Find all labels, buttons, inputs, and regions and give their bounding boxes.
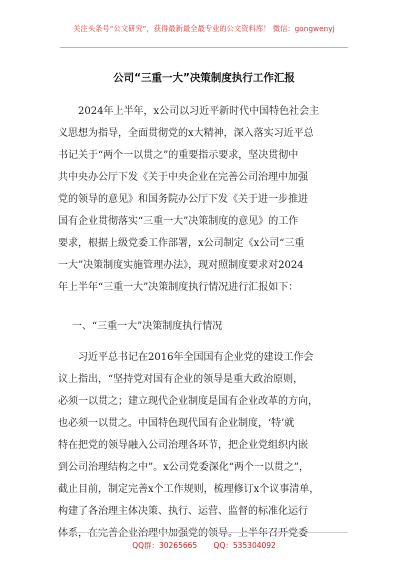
paragraph-section1 [58,347,352,545]
paragraph-line: 特在把党的领导融入公司治理各环节，把企业党组织内嵌 [58,440,308,451]
header-banner: 关注头条号“公文研究”，获得最新最全最专业的公文资料库！ 微信：gongwenyj [73,24,335,33]
paragraph-line: 习近平总书记在2016年全国国有企业党的建设工作会 [58,352,314,363]
paragraph-line: 国有企业贯彻落实“三重一大”决策制度的意见》的工作 [58,216,299,227]
paragraph-line: 要求，根据上级党委工作部署，x公司制定《x公司“三重 [58,238,305,249]
paragraph-intro [58,101,352,299]
paragraph-line: 义思想为指导，全面贯彻党的x大精神，深入落实习近平总 [58,128,314,139]
paragraph-line: 2024年上半年，x公司以习近平新时代中国特色社会主 [58,106,320,117]
paragraph-line: 书记关于“两个一以贯之”的重要指示要求，坚决贯彻中 [58,150,299,161]
paragraph-line: 体系，在完善企业治理中加强党的领导。上半年召开党委 [58,528,308,539]
section-heading: 一、“三重一大”决策制度执行情况 [72,321,223,332]
footer-divider [60,532,348,533]
footer-contact: QQ群：30265665 QQ：535304092 [132,541,276,550]
paragraph-line: 截止目前，制定完善x个工作规则，梳理修订x个议事清单， [58,484,320,495]
paragraph-line: 构建了各治理主体决策、执行、运营、监督的标准化运行 [58,506,308,517]
paragraph-line: 议上指出，“坚持党对国有企业的领导是重大政治原则， [58,374,304,385]
paragraph-line: 必须一以贯之；建立现代企业制度是国有企业改革的方向， [58,396,318,407]
paragraph-line: 也必须一以贯之。中国特色现代国有企业制度，‘特’就 [58,418,295,429]
paragraph-line: 党的领导的意见》和国务院办公厅下发《关于进一步推进 [58,194,308,205]
paragraph-line: 年上半年“三重一大”决策制度执行情况进行汇报如下： [58,282,299,293]
paragraph-line: 共中央办公厅下发《关于中央企业在完善公司治理中加强 [58,172,308,183]
paragraph-line: 到公司治理结构之中”。x公司党委深化“两个一以贯之”， [58,462,309,473]
document-title: 公司“三重一大”决策制度执行工作汇报 [113,72,295,84]
paragraph-line: 一大”决策制度实施管理办法》，现对照制度要求对2024 [58,260,304,271]
header-divider [60,47,348,48]
